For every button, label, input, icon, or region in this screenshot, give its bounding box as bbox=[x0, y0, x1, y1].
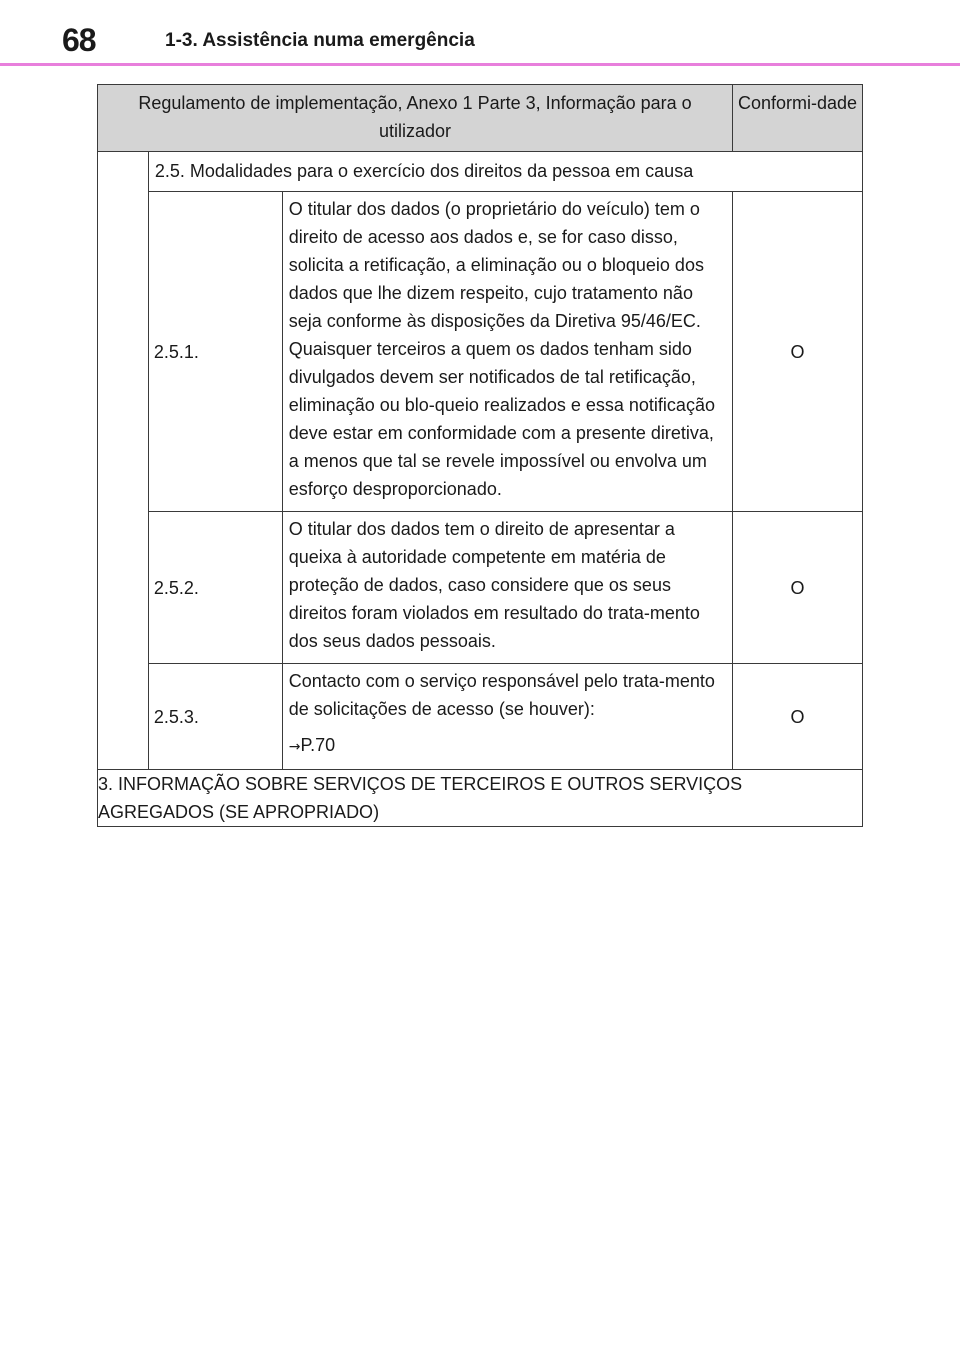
row-text: O titular dos dados (o proprietário do veículo) tem o direito de acesso aos dados e, se for caso disso, solicita a retificação, a eliminação ou o bloqueio dos dados que lhe dizem respeito, cujo tratamento não seja conforme às disposições da Diretiva 95/46/EC. Quaisquer terceiros a quem os dados tenham sido divulgados devem ser notificados de tal retificação, eliminação ou blo-queio realizados e essa notificação deve estar em conformidade com a presente diretiva, a menos que tal se revele impossível ou envolva um esforço desproporcionado. bbox=[282, 192, 732, 512]
section-title: 1-3. Assistência numa emergência bbox=[165, 30, 475, 51]
row-number: 2.5.2. bbox=[148, 512, 282, 664]
table-row bbox=[98, 152, 863, 192]
header-divider bbox=[0, 63, 960, 66]
row-number: 2.5.3. bbox=[148, 664, 282, 770]
row-conformity: O bbox=[733, 664, 863, 770]
page-reference[interactable] bbox=[289, 731, 726, 761]
table-row bbox=[98, 192, 863, 512]
table-header-row bbox=[98, 85, 863, 152]
header-regulation-cell: Regulamento de implementação, Anexo 1 Parte 3, Informação para o utilizador bbox=[98, 85, 733, 152]
row-text-cell bbox=[282, 664, 732, 770]
page-header bbox=[0, 0, 960, 66]
row-number: 2.5.1. bbox=[148, 192, 282, 512]
regulation-table bbox=[97, 84, 863, 827]
table-row bbox=[98, 512, 863, 664]
section-row-cell: 2.5. Modalidades para o exercício dos direitos da pessoa em causa bbox=[148, 152, 862, 192]
row-conformity: O bbox=[733, 192, 863, 512]
header-conformity-label: Conformi-dade bbox=[738, 93, 858, 113]
row-text: O titular dos dados tem o direito de apresentar a queixa à autoridade competente em matéria de proteção de dados, caso considere que os seus direitos foram violados em resultado do trata-mento dos seus dados pessoais. bbox=[282, 512, 732, 664]
page-number: 68 bbox=[62, 22, 96, 58]
indent-cell bbox=[98, 152, 149, 770]
table-footer-row bbox=[98, 770, 863, 827]
table-row bbox=[98, 664, 863, 770]
arrow-right-icon: → bbox=[288, 739, 301, 755]
page-reference-label: P.70 bbox=[300, 735, 336, 755]
footer-row-cell: 3. INFORMAÇÃO SOBRE SERVIÇOS DE TERCEIROS E OUTROS SERVIÇOS AGREGADOS (SE APROPRIADO) bbox=[98, 770, 863, 827]
header-conformity-cell bbox=[733, 85, 863, 152]
row-text: Contacto com o serviço responsável pelo trata-mento de solicitações de acesso (se houver): bbox=[288, 671, 715, 719]
row-conformity: O bbox=[733, 512, 863, 664]
